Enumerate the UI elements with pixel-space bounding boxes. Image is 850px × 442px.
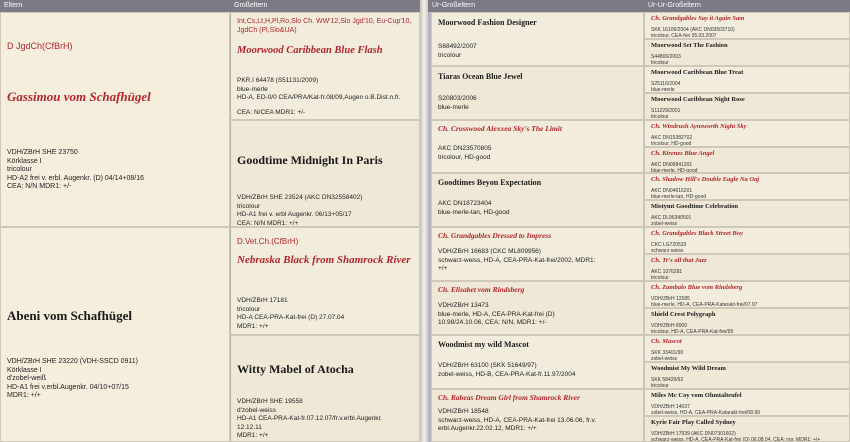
detail-line: tricolour: [651, 275, 669, 281]
detail-line: d'zobel-weiss: [237, 406, 276, 414]
detail-line: tricolour, HD-good: [651, 141, 692, 147]
detail-line: VDH/ZBrH 17181: [237, 297, 288, 304]
great-grandparent-cell-4: [431, 173, 644, 227]
gg-2-name: Moorwood Set The Fashion: [651, 42, 728, 49]
detail-line: VDH/ZBrH SHE 19558: [237, 398, 303, 405]
gg-6-name: Ch. Kirenes Blue Angel: [651, 150, 715, 157]
detail-line: schwarz-weiss: [651, 248, 684, 254]
great-grandparent-6-name: Ch. Elisabet vom Rindsberg: [438, 285, 525, 294]
detail-line: PKR.I 64478 (S51131/2009): [237, 77, 319, 84]
grandparent-1-title: Int,Cs,Lt,H,Pl,Ro,Slo Ch. WW'12,Slo Jgd'10, Eu-Cup'10, JgdCh (Pl,Slo&UA): [237, 18, 412, 34]
gg-13-details: [651, 350, 845, 362]
detail-line: +/+: [438, 265, 448, 272]
detail-line: VDH/ZBrH SHE 23524 (AKC DN32558402): [237, 194, 363, 201]
great-grandparent-8-details: [438, 408, 639, 434]
grandparent-cell-1: [230, 12, 420, 120]
gg-cell-4: [644, 93, 850, 120]
gg-11-name: Ch. Zambalo Blue vom Rindsberg: [651, 284, 743, 291]
gg-5-details: [651, 135, 845, 147]
gg-3-details: [651, 81, 845, 93]
great-grandparent-1-name: Moorwood Fashion Designer: [438, 18, 537, 27]
gg-12-details: [651, 323, 845, 335]
detail-line: MDR1: +/+: [237, 322, 269, 330]
grandparent-3-details: [237, 297, 415, 331]
gg-7-details: [651, 188, 845, 200]
gg-12-name: Shield Crest Polygraph: [651, 311, 716, 318]
grandparent-2-details: [237, 194, 415, 227]
grandparent-1-details: [237, 77, 415, 117]
gg-1-name: Ch. Grandgables Say it Again Sam: [651, 15, 745, 22]
great-grandparent-5-details: [438, 248, 639, 274]
detail-line: HD-A, ED-0/0 CEA/PRA/Kat-fr.08/09,Augen o.B.Dist.n.fr.: [237, 94, 401, 101]
great-grandparent-cell-6: [431, 281, 644, 335]
detail-line: VDH/ZBrH 14037: [651, 404, 690, 410]
parent-sire-title: D JgdCh(CfBrH): [7, 41, 73, 51]
detail-line: tricolour: [651, 60, 669, 66]
gg-15-name: Miles Mc Coy vom Ohmtalteufel: [651, 392, 742, 399]
great-grandparent-5-name: Ch. Grandgables Dressed to Impress: [438, 231, 552, 240]
parents-column: [0, 12, 230, 442]
detail-line: S11229/2001: [651, 108, 681, 114]
grandparent-1-name: Moorwood Caribbean Blue Flash: [237, 45, 383, 56]
great-grandparent-cell-1: [431, 12, 644, 66]
parent-dam-cell: [0, 227, 230, 442]
detail-line: VDH/ZBrH 12585: [651, 296, 690, 302]
great-grandparent-4-name: Goodtimes Beyon Expectation: [438, 178, 542, 187]
detail-line: Körklasse I: [7, 366, 42, 374]
detail-line: AKC DN04616201: [651, 188, 693, 194]
gg-10-name: Ch. Tr's all that Jazz: [651, 257, 707, 264]
great-grandparent-cell-5: [431, 227, 644, 281]
gg-cell-5: [644, 120, 850, 147]
detail-line: blue-merle, HD-A, CEA-PRA-Kat-frei (D): [438, 310, 555, 318]
detail-line: CEA: N/N MDR1: +/+: [237, 219, 299, 227]
gg-2-details: [651, 54, 845, 66]
parent-dam-details: [7, 358, 225, 401]
gg-cell-3: [644, 66, 850, 93]
great-grandparent-2-name: Tiaras Ocean Blue Jewel: [438, 72, 523, 81]
detail-line: S44800/2003: [651, 54, 681, 60]
great-great-grandparents-column: [644, 12, 850, 442]
detail-line: AKC DN09841201: [651, 162, 693, 168]
detail-line: AKC DN23570805: [438, 145, 492, 152]
gg-cell-10: [644, 254, 850, 281]
grandparent-4-name: Witty Mabel of Atocha: [237, 362, 354, 376]
gg-11-details: [651, 296, 845, 308]
detail-line: SKK 33401/90: [651, 350, 684, 356]
grandparent-cell-2: [230, 120, 420, 227]
header-parents: Eltern: [0, 0, 230, 12]
great-grandparent-cell-8: [431, 389, 644, 442]
detail-line: CEA: N/N MDR1: +/-: [7, 183, 72, 190]
great-grandparents-column: [428, 12, 644, 442]
gg-4-details: [651, 108, 845, 120]
detail-line: VDH/ZBrH 13473: [438, 302, 489, 309]
great-grandparent-2-details: [438, 95, 639, 112]
detail-line: tricolour: [651, 383, 669, 389]
detail-line: blue-merle, HD-A, CEA-PRA-Katarakt-frei/07.97: [651, 302, 758, 308]
detail-line: blue-merle: [651, 87, 675, 93]
detail-line: blue-merle-tan, HD-good: [438, 208, 510, 216]
gg-13-name: Ch. Mascot: [651, 338, 682, 345]
detail-line: HD-A1 frei v. erbl Augenkr. 06/13+05/17: [237, 211, 352, 218]
great-grandparent-7-name: Woodmist my wild Mascot: [438, 340, 529, 349]
page-fold: [420, 0, 428, 442]
great-grandparent-1-details: [438, 43, 639, 60]
detail-line: tricolour: [237, 305, 261, 313]
detail-line: schwarz-weiss, HD-A, CEA-PRA-Kat-frei/2002, MDR1:: [438, 256, 596, 264]
great-grandparent-7-details: [438, 362, 639, 379]
gg-3-name: Moorwood Caribbean Blue Treat: [651, 69, 744, 76]
detail-line: HD-A1 CEA-PRA-Kat-fr.07.12.07/fr.v.erbl.Augenkr.: [237, 415, 383, 422]
detail-line: AKC 1076281: [651, 269, 683, 275]
detail-line: tricolour: [438, 51, 462, 59]
grandparent-3-title: D.Vet.Ch.(CfBrH): [237, 237, 299, 246]
detail-line: VDH/ZBrH SHE 23750: [7, 149, 78, 156]
grandparent-4-details: [237, 398, 415, 441]
parent-dam-name: Abeni vom Schafhügel: [7, 308, 132, 323]
detail-line: AKC DN18723404: [438, 200, 492, 207]
gg-9-details: [651, 242, 845, 254]
gg-cell-16: [644, 416, 850, 442]
parent-sire-cell: [0, 12, 230, 227]
gg-cell-7: [644, 173, 850, 200]
detail-line: tricolour: [651, 114, 669, 120]
detail-line: erbl.Augenkr.22.02.12, MDR1: +/+: [438, 425, 537, 432]
detail-line: tricolour: [7, 166, 32, 173]
detail-line: VDH/ZBrH 8900: [651, 323, 688, 329]
detail-line: zobel-weiss: [651, 356, 678, 362]
detail-line: blue-merle: [438, 103, 469, 111]
detail-line: VDH/ZBrH 63100 (SKK 51649/97): [438, 362, 537, 369]
gg-1-details: [651, 27, 845, 39]
detail-line: tricolour, HD-good: [438, 153, 491, 161]
detail-line: CEA: N/CEA MDR1: +/-: [237, 108, 306, 116]
great-grandparent-cell-3: [431, 120, 644, 173]
gg-cell-15: [644, 389, 850, 416]
gg-cell-6: [644, 147, 850, 173]
detail-line: AKC DL96340501: [651, 215, 692, 221]
gg-8-name: Mistymt Goodtime Celebration: [651, 203, 739, 210]
gg-15-details: [651, 404, 845, 416]
great-grandparent-6-details: [438, 302, 639, 328]
gg-9-name: Ch. Grandgables Black Street Boy: [651, 230, 743, 237]
gg-cell-11: [644, 281, 850, 308]
gg-16-name: Kyrie Fair Play Called Sydney: [651, 419, 736, 426]
detail-line: 10.98/24.10.06, CEA: N/N, MDR1: +/-: [438, 319, 547, 326]
gg-14-details: [651, 377, 845, 389]
detail-line: tricolour, HD-A, CEA-PRA-Kat-frei/95: [651, 329, 734, 335]
gg-10-details: [651, 269, 845, 281]
detail-line: blue-merle: [237, 85, 268, 93]
grandparents-column: [230, 12, 420, 442]
detail-line: tricolour: [237, 202, 261, 210]
gg-cell-9: [644, 227, 850, 254]
great-grandparent-4-details: [438, 200, 639, 217]
great-grandparent-cell-2: [431, 66, 644, 120]
detail-line: SKK 58429/92: [651, 377, 684, 383]
gg-14-name: Woodmist My Wild Dream: [651, 365, 726, 372]
gg-cell-8: [644, 200, 850, 227]
great-grandparent-3-name: Ch. Crosswood Alexxea Sky's The Limit: [438, 124, 562, 133]
great-grandparent-3-details: [438, 145, 639, 162]
detail-line: SKK 16106/2004 (AKC DN03503710): [651, 27, 735, 33]
detail-line: Körklasse I: [7, 157, 42, 165]
detail-line: HD-A CEA-PRA-Kat-frei (D) 27.07.04: [237, 314, 345, 321]
detail-line: zobel-weiss, HD-B, CEA-PRA-Kat-fr.11.97/2004: [438, 370, 576, 378]
detail-line: S20803/2006: [438, 95, 477, 102]
detail-line: S68492/2007: [438, 43, 477, 50]
detail-line: MDR1: +/+: [237, 432, 269, 439]
detail-line: blue-merle, HD-good: [651, 168, 698, 173]
header-great-grandparents: Ur-Großeltern: [428, 0, 644, 12]
detail-line: tricolour, CEA-frei 05.03.2007: [651, 33, 717, 39]
gg-8-details: [651, 215, 845, 227]
grandparent-3-name: Nebraska Black from Shamrock River: [237, 254, 411, 266]
parent-sire-name: Gassimou vom Schafhügel: [7, 89, 151, 104]
detail-line: VDH/ZBrH SHE 23220 (VDH-SSCD 0911): [7, 358, 138, 365]
detail-line: HD-A1 frei v.erbl.Augenkr. 04/10+07/15: [7, 383, 129, 391]
detail-line: AKC DN15382702: [651, 135, 693, 141]
great-grandparent-8-name: Ch. Rabeas Dream Girl from Shamrock River: [438, 393, 580, 402]
grandparent-cell-4: [230, 335, 420, 442]
header-great-great-grandparents: Ur-Ur-Großeltern: [644, 0, 850, 12]
gg-7-name: Ch. Shadow Hill's Double Eagle Na Oaj: [651, 176, 760, 183]
detail-line: zobel-weiss, HD-A, CEA-PRA-Katarakt-frei/08.99: [651, 410, 760, 416]
gg-cell-13: [644, 335, 850, 362]
detail-line: VDH/ZBrH 17939 (AKC DN07301602): [651, 431, 736, 437]
gg-cell-14: [644, 362, 850, 389]
detail-line: S25116/2004: [651, 81, 681, 87]
gg-6-details: [651, 162, 845, 173]
detail-line: d'zobel-weiß: [7, 375, 47, 382]
grandparent-cell-3: [230, 227, 420, 335]
detail-line: VDH/ZBrH 18548: [438, 408, 489, 415]
gg-5-name: Ch. Windrush Aynsworth Night Sky: [651, 123, 747, 130]
grandparent-2-name: Goodtime Midnight In Paris: [237, 153, 383, 167]
header-grandparents: Großeltern: [230, 0, 420, 12]
detail-line: CKC LG720533: [651, 242, 687, 248]
gg-cell-1: [644, 12, 850, 39]
parent-sire-details: [7, 149, 225, 192]
detail-line: schwarz-weiss, HD-A, CEA-PRA-Kat-frei 13.06.06, fr.v.: [438, 416, 597, 424]
detail-line: HD-A2 frei v. erbl. Augenkr. (D) 04/14+08/16: [7, 174, 145, 182]
detail-line: 12.12.11: [237, 423, 262, 431]
detail-line: schwarz-weiss, HD-A, CEA-PRA-Kat-frei (D) 06.08.04, CEA: nor, MDR1: +/+: [651, 437, 821, 442]
detail-line: zobel-weiss: [651, 221, 678, 227]
gg-cell-2: [644, 39, 850, 66]
gg-4-name: Moorwood Caribbean Night Rose: [651, 96, 745, 103]
detail-line: blue-merle-tan, HD-good: [651, 194, 707, 200]
gg-cell-12: [644, 308, 850, 335]
gg-16-details: [651, 431, 845, 442]
detail-line: VDH/ZBrH 16683 (CKC ML809956): [438, 248, 541, 255]
detail-line: MDR1: +/+: [7, 392, 41, 399]
great-grandparent-cell-7: [431, 335, 644, 389]
